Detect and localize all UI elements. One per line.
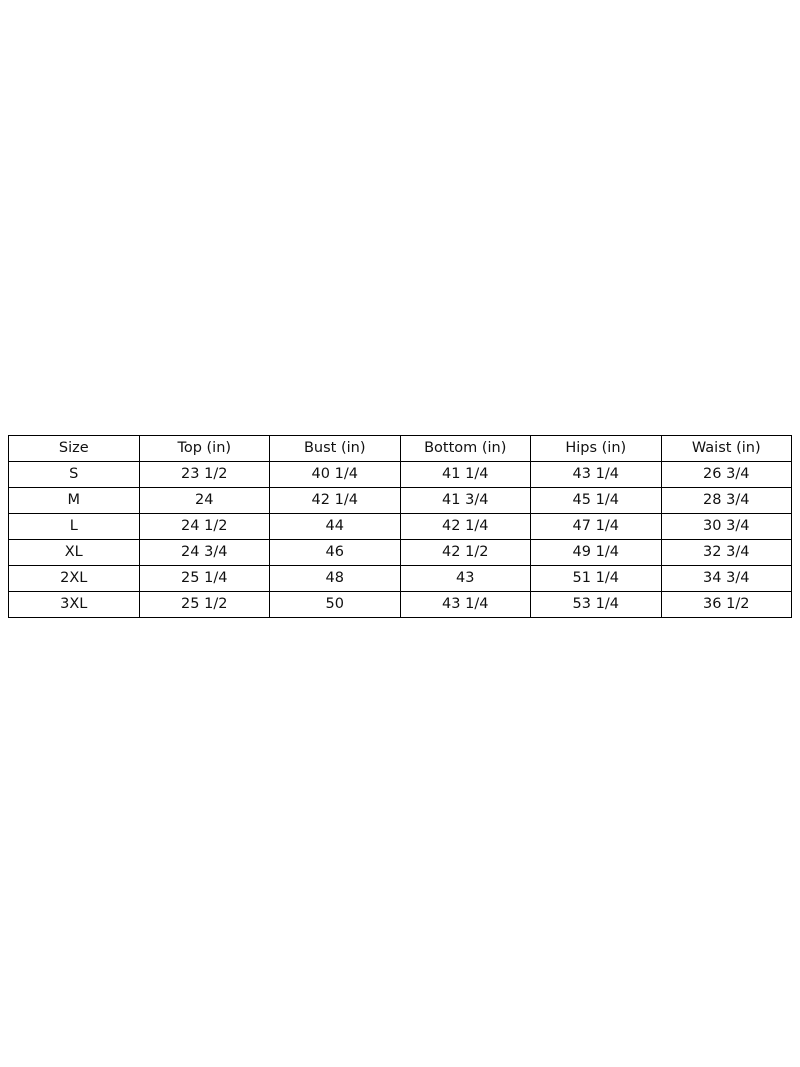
table-row <box>9 566 792 592</box>
cell-waist: 34 3/4 <box>661 566 792 592</box>
cell-hips: 43 1/4 <box>531 462 662 488</box>
cell-size: M <box>9 488 140 514</box>
cell-top: 24 1/2 <box>139 514 270 540</box>
cell-bust: 44 <box>270 514 401 540</box>
table-row <box>9 488 792 514</box>
cell-waist: 32 3/4 <box>661 540 792 566</box>
cell-bottom: 42 1/4 <box>400 514 531 540</box>
cell-bust: 40 1/4 <box>270 462 401 488</box>
cell-top: 25 1/4 <box>139 566 270 592</box>
cell-top: 24 <box>139 488 270 514</box>
table-row <box>9 514 792 540</box>
size-chart-table <box>8 435 792 618</box>
cell-bust: 42 1/4 <box>270 488 401 514</box>
cell-size: 3XL <box>9 592 140 618</box>
cell-waist: 26 3/4 <box>661 462 792 488</box>
cell-waist: 28 3/4 <box>661 488 792 514</box>
cell-bottom: 42 1/2 <box>400 540 531 566</box>
cell-hips: 49 1/4 <box>531 540 662 566</box>
table-row <box>9 540 792 566</box>
table-row <box>9 462 792 488</box>
cell-size: XL <box>9 540 140 566</box>
header-top: Top (in) <box>139 436 270 462</box>
cell-top: 25 1/2 <box>139 592 270 618</box>
cell-size: L <box>9 514 140 540</box>
header-hips: Hips (in) <box>531 436 662 462</box>
cell-top: 23 1/2 <box>139 462 270 488</box>
cell-bottom: 43 <box>400 566 531 592</box>
cell-bust: 50 <box>270 592 401 618</box>
cell-bottom: 41 1/4 <box>400 462 531 488</box>
cell-waist: 30 3/4 <box>661 514 792 540</box>
cell-size: S <box>9 462 140 488</box>
table-header-row <box>9 436 792 462</box>
header-size: Size <box>9 436 140 462</box>
cell-size: 2XL <box>9 566 140 592</box>
header-bottom: Bottom (in) <box>400 436 531 462</box>
header-waist: Waist (in) <box>661 436 792 462</box>
cell-top: 24 3/4 <box>139 540 270 566</box>
cell-bottom: 41 3/4 <box>400 488 531 514</box>
cell-waist: 36 1/2 <box>661 592 792 618</box>
cell-hips: 53 1/4 <box>531 592 662 618</box>
cell-bust: 48 <box>270 566 401 592</box>
cell-bust: 46 <box>270 540 401 566</box>
table-row <box>9 592 792 618</box>
header-bust: Bust (in) <box>270 436 401 462</box>
cell-bottom: 43 1/4 <box>400 592 531 618</box>
cell-hips: 51 1/4 <box>531 566 662 592</box>
cell-hips: 47 1/4 <box>531 514 662 540</box>
cell-hips: 45 1/4 <box>531 488 662 514</box>
